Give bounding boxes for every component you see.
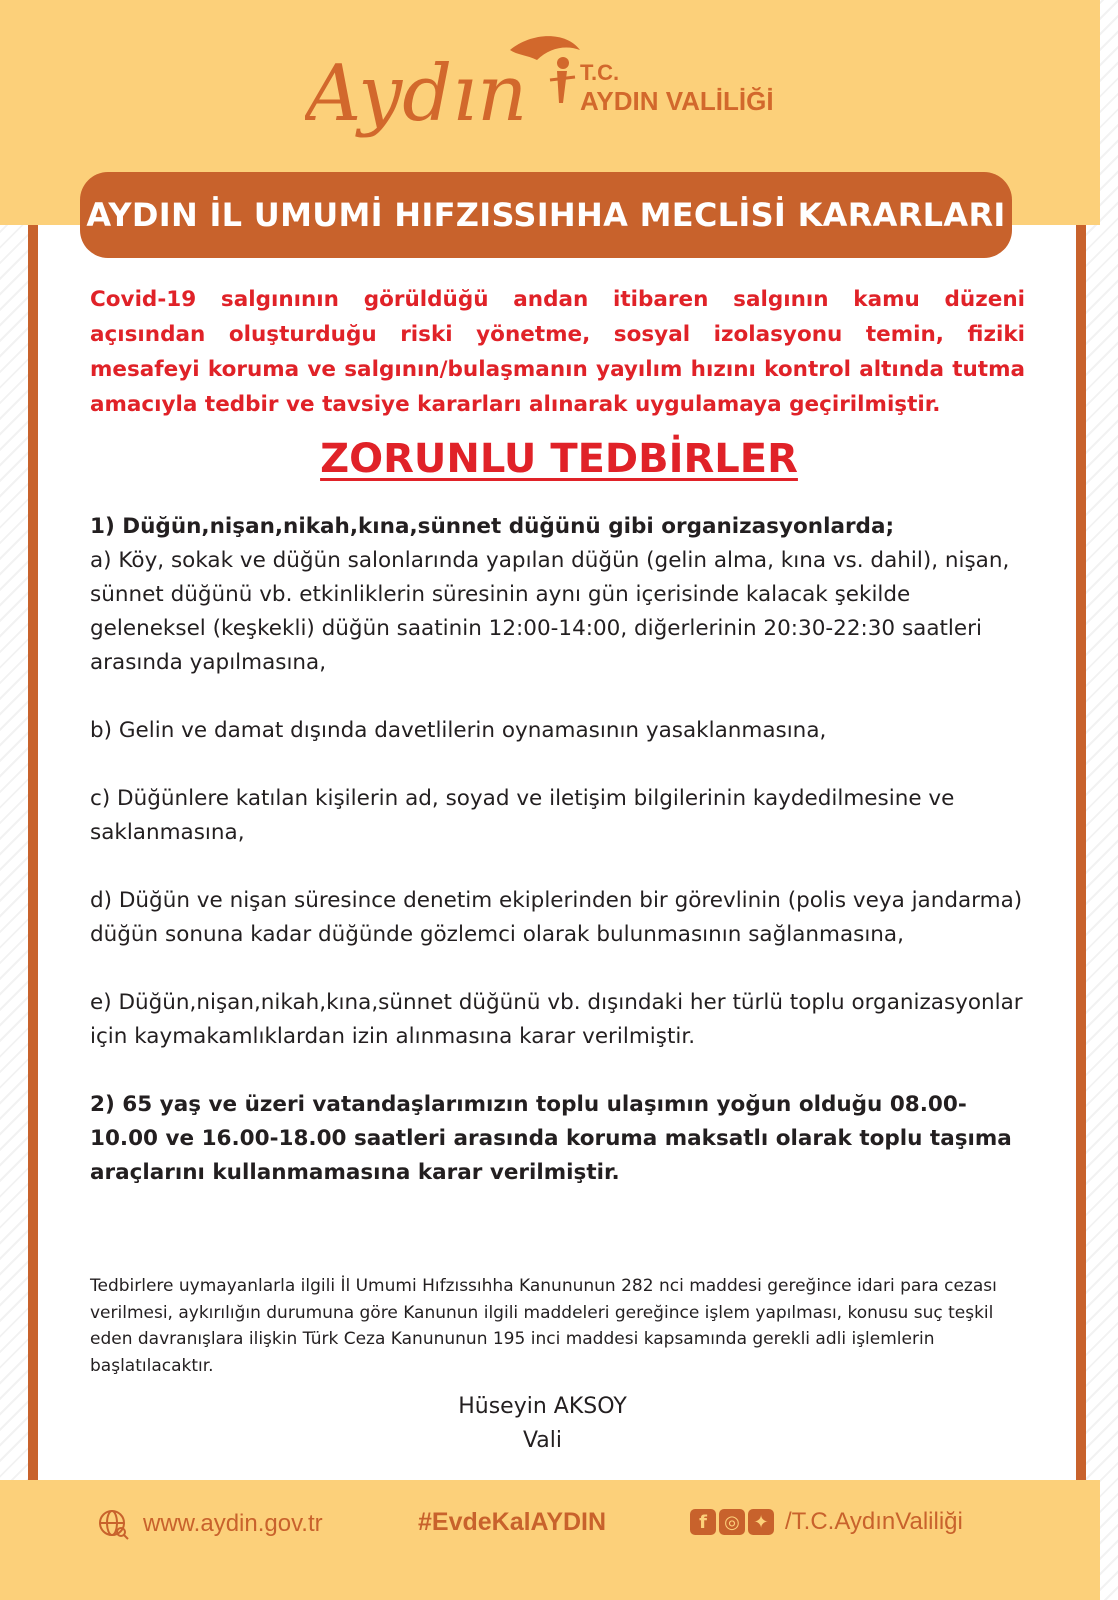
measure-1-title: 1) Düğün,nişan,nikah,kına,sünnet düğünü gibi organizasyonlarda;: [90, 514, 895, 539]
gov-line-tc: T.C.: [580, 60, 620, 85]
aydin-logo: [305, 25, 605, 165]
signature-block: [0, 1390, 1085, 1458]
website-text: www.aydin.gov.tr: [143, 1510, 323, 1537]
footer-hashtag: #EvdeKalAYDIN: [418, 1508, 607, 1536]
measure-2: 2) 65 yaş ve üzeri vatandaşlarımızın toplu ulaşımın yoğun olduğu 08.00-10.00 ve 16.00-18.00 saatleri arasında koruma maksatlı olarak toplu taşıma araçlarını kullanmamasına karar verilmiştir.: [90, 1092, 1012, 1185]
facebook-icon[interactable]: f: [690, 1509, 716, 1535]
measure-1e: e) Düğün,nişan,nikah,kına,sünnet düğünü vb. dışındaki her türlü toplu organizasyonlar için kaymakamlıklardan izin alınmasına karar verilmiştir.: [90, 990, 1023, 1049]
measure-1c: c) Düğünlere katılan kişilerin ad, soyad ve iletişim bilgilerinin kaydedilmesine ve saklanmasına,: [90, 786, 955, 845]
measure-1d: d) Düğün ve nişan süresince denetim ekiplerinden bir görevlinin (polis veya jandarma) düğün sonuna kadar düğünde gözlemci olarak bulunmasının sağlanmasına,: [90, 888, 1023, 947]
social-handle: /T.C.AydınValiliği: [785, 1508, 963, 1535]
governorate-label: [580, 60, 774, 116]
measures-list: [90, 510, 1030, 1190]
section-heading: ZORUNLU TEDBİRLER: [320, 436, 798, 482]
measure-1b: b) Gelin ve damat dışında davetlilerin oynamasının yasaklanmasına,: [90, 718, 827, 743]
legal-notice: Tedbirlere uymayanlarla ilgili İl Umumi Hıfzıssıhha Kanununun 282 nci maddesi gereğince idari para cezası verilmesi, aykırılığın durumuna göre Kanunun ilgili maddeleri gereğince işlem yapılması, konusu suç teşkil eden davranışlara ilişkin Türk Ceza Kanununun 195 inci maddesi kapsamında gerekli adli işlemlerin başlatılacaktır.: [90, 1276, 997, 1376]
logo-script-text: Aydın: [305, 49, 528, 139]
measure-1a: a) Köy, sokak ve düğün salonlarında yapılan düğün (gelin alma, kına vs. dahil), nişan, sünnet düğünü vb. etkinliklerin süresinin aynı gün içerisinde kalacak şekilde geleneksel (keşkekli) düğün saatinin 12:00-14:00, diğerlerinin 20:30-22:30 saatleri arasında yapılmasına,: [90, 548, 1010, 675]
instagram-icon[interactable]: ◎: [719, 1509, 745, 1535]
page-title: AYDIN İL UMUMİ HIFZISSIHHA MECLİSİ KARARLARI: [80, 172, 1012, 258]
signatory-name: Hüseyin AKSOY: [458, 1394, 627, 1419]
gov-line-name: AYDIN VALİLİĞİ: [580, 86, 774, 116]
intro-paragraph: Covid-19 salgınının görüldüğü andan itibaren salgının kamu düzeni açısından oluşturduğu riski yönetme, sosyal izolasyonu temin, fiziki mesafeyi koruma ve salgının/bulaşmanın yayılım hızını kontrol altında tutma amacıyla tedbir ve tavsiye kararları alınarak uygulamaya geçirilmiştir.: [90, 287, 1025, 417]
signatory-role: Vali: [522, 1428, 563, 1453]
globe-icon: [97, 1508, 129, 1540]
footer-social-links[interactable]: [690, 1508, 963, 1536]
twitter-icon[interactable]: ✦: [748, 1509, 774, 1535]
footer-band: [0, 1480, 1100, 1600]
footer-website-link[interactable]: [97, 1508, 323, 1540]
